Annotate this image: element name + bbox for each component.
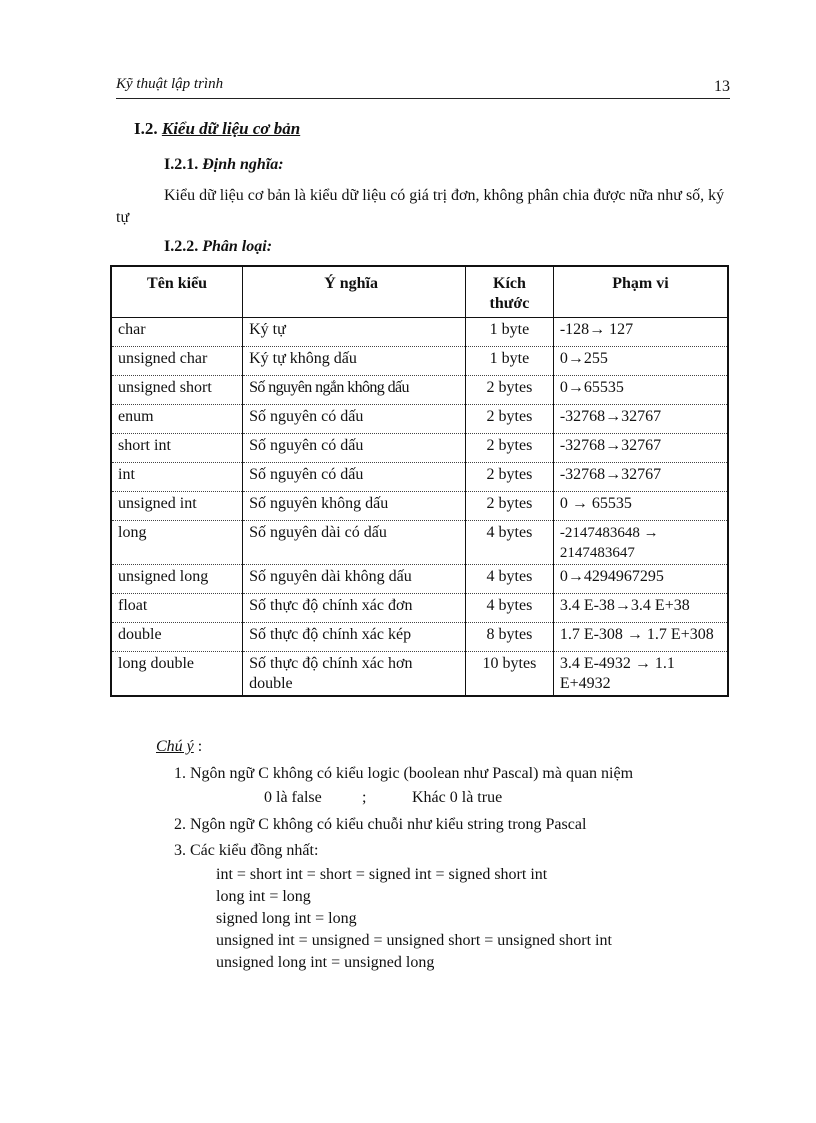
definition-heading xyxy=(164,156,284,174)
definition-number: I.2.1. xyxy=(164,156,199,173)
size-cell: 1 byte xyxy=(466,318,554,347)
range-cell: 0→65535 xyxy=(553,376,728,405)
size-cell: 2 bytes xyxy=(466,492,554,521)
note-colon: : xyxy=(197,738,203,755)
size-cell: 10 bytes xyxy=(466,652,554,697)
size-cell: 4 bytes xyxy=(466,565,554,594)
header-type-name: Tên kiểu xyxy=(111,266,243,318)
size-cell: 2 bytes xyxy=(466,376,554,405)
table-row xyxy=(111,492,728,521)
equivalence-line: long int = long xyxy=(216,888,311,905)
equivalence-line: signed long int = long xyxy=(216,910,357,927)
meaning-cell: Số nguyên có dấu xyxy=(243,405,466,434)
section-heading xyxy=(134,119,300,139)
meaning-cell: Số thực độ chính xác đơn xyxy=(243,594,466,623)
meaning-cell: Số thực độ chính xác kép xyxy=(243,623,466,652)
type-name-cell: float xyxy=(111,594,243,623)
size-cell: 2 bytes xyxy=(466,434,554,463)
table-row xyxy=(111,347,728,376)
note-item-2: 2. Ngôn ngữ C không có kiểu chuỗi như kiểu string trong Pascal xyxy=(174,816,587,833)
classification-title: Phân loại: xyxy=(202,238,273,255)
section-title: Kiểu dữ liệu cơ bản xyxy=(161,119,301,138)
definition-title: Định nghĩa: xyxy=(202,156,284,173)
type-name-cell: unsigned int xyxy=(111,492,243,521)
note-item-1-separator: ; xyxy=(362,789,367,806)
range-cell: 0→255 xyxy=(553,347,728,376)
type-name-cell: short int xyxy=(111,434,243,463)
classification-heading xyxy=(164,238,272,256)
header-meaning: Ý nghĩa xyxy=(243,266,466,318)
meaning-cell: Số nguyên có dấu xyxy=(243,434,466,463)
type-name-cell: unsigned long xyxy=(111,565,243,594)
range-cell: -32768→32767 xyxy=(553,434,728,463)
range-cell: -32768→32767 xyxy=(553,463,728,492)
table-row xyxy=(111,623,728,652)
size-cell: 2 bytes xyxy=(466,463,554,492)
size-cell: 1 byte xyxy=(466,347,554,376)
size-cell: 4 bytes xyxy=(466,521,554,565)
page-header xyxy=(116,76,730,99)
size-cell: 8 bytes xyxy=(466,623,554,652)
type-name-cell: double xyxy=(111,623,243,652)
type-name-cell: long double xyxy=(111,652,243,697)
data-types-table xyxy=(110,265,729,697)
header-range: Phạm vi xyxy=(553,266,728,318)
meaning-cell: Ký tự xyxy=(243,318,466,347)
note-title: Chú ý xyxy=(156,738,194,755)
note-item-1-false: 0 là false xyxy=(264,789,322,806)
note-item-3: 3. Các kiểu đồng nhất: xyxy=(174,842,319,859)
meaning-cell: Số nguyên có dấu xyxy=(243,463,466,492)
range-cell: 0→4294967295 xyxy=(553,565,728,594)
meaning-cell: Số nguyên ngắn không dấu xyxy=(243,376,466,405)
meaning-cell: Ký tự không dấu xyxy=(243,347,466,376)
range-cell: 3.4 E-4932 → 1.1 E+4932 xyxy=(553,652,728,697)
table-row xyxy=(111,565,728,594)
table-row xyxy=(111,376,728,405)
note-item-1: 1. Ngôn ngữ C không có kiểu logic (boolean như Pascal) mà quan niệm xyxy=(174,765,634,782)
equivalence-line: int = short int = short = signed int = signed short int xyxy=(216,866,548,883)
equivalence-line: unsigned long int = unsigned long xyxy=(216,954,435,971)
type-name-cell: int xyxy=(111,463,243,492)
range-cell: -128→ 127 xyxy=(553,318,728,347)
type-name-cell: long xyxy=(111,521,243,565)
size-cell: 4 bytes xyxy=(466,594,554,623)
table-row xyxy=(111,652,728,697)
page-number: 13 xyxy=(714,78,730,95)
table-row xyxy=(111,463,728,492)
table-row xyxy=(111,521,728,565)
section-number: I.2. xyxy=(134,119,158,138)
meaning-cell: Số nguyên dài không dấu xyxy=(243,565,466,594)
table-header-row xyxy=(111,266,728,318)
definition-text: Kiểu dữ liệu cơ bản là kiểu dữ liệu có giá trị đơn, không phân chia được nữa như số, ký tự xyxy=(116,187,725,226)
meaning-cell: Số nguyên không dấu xyxy=(243,492,466,521)
note-heading xyxy=(156,738,202,756)
note-item-1-true: Khác 0 là true xyxy=(412,789,503,806)
classification-number: I.2.2. xyxy=(164,238,199,255)
table-row xyxy=(111,434,728,463)
type-name-cell: unsigned short xyxy=(111,376,243,405)
type-name-cell: unsigned char xyxy=(111,347,243,376)
table-row xyxy=(111,405,728,434)
range-cell: 3.4 E-38→3.4 E+38 xyxy=(553,594,728,623)
table-row xyxy=(111,594,728,623)
running-title: Kỹ thuật lập trình xyxy=(116,76,224,92)
size-cell: 2 bytes xyxy=(466,405,554,434)
header-size: Kích thước xyxy=(466,266,554,318)
range-cell: 1.7 E-308 → 1.7 E+308 xyxy=(553,623,728,652)
meaning-cell: Số thực độ chính xác hơn double xyxy=(243,652,466,697)
type-name-cell: char xyxy=(111,318,243,347)
table-row xyxy=(111,318,728,347)
range-cell: -32768→32767 xyxy=(553,405,728,434)
range-cell: 0 → 65535 xyxy=(553,492,728,521)
meaning-cell: Số nguyên dài có dấu xyxy=(243,521,466,565)
type-name-cell: enum xyxy=(111,405,243,434)
equivalence-line: unsigned int = unsigned = unsigned short = unsigned short int xyxy=(216,932,612,949)
range-cell: -2147483648 → 2147483647 xyxy=(553,521,728,565)
